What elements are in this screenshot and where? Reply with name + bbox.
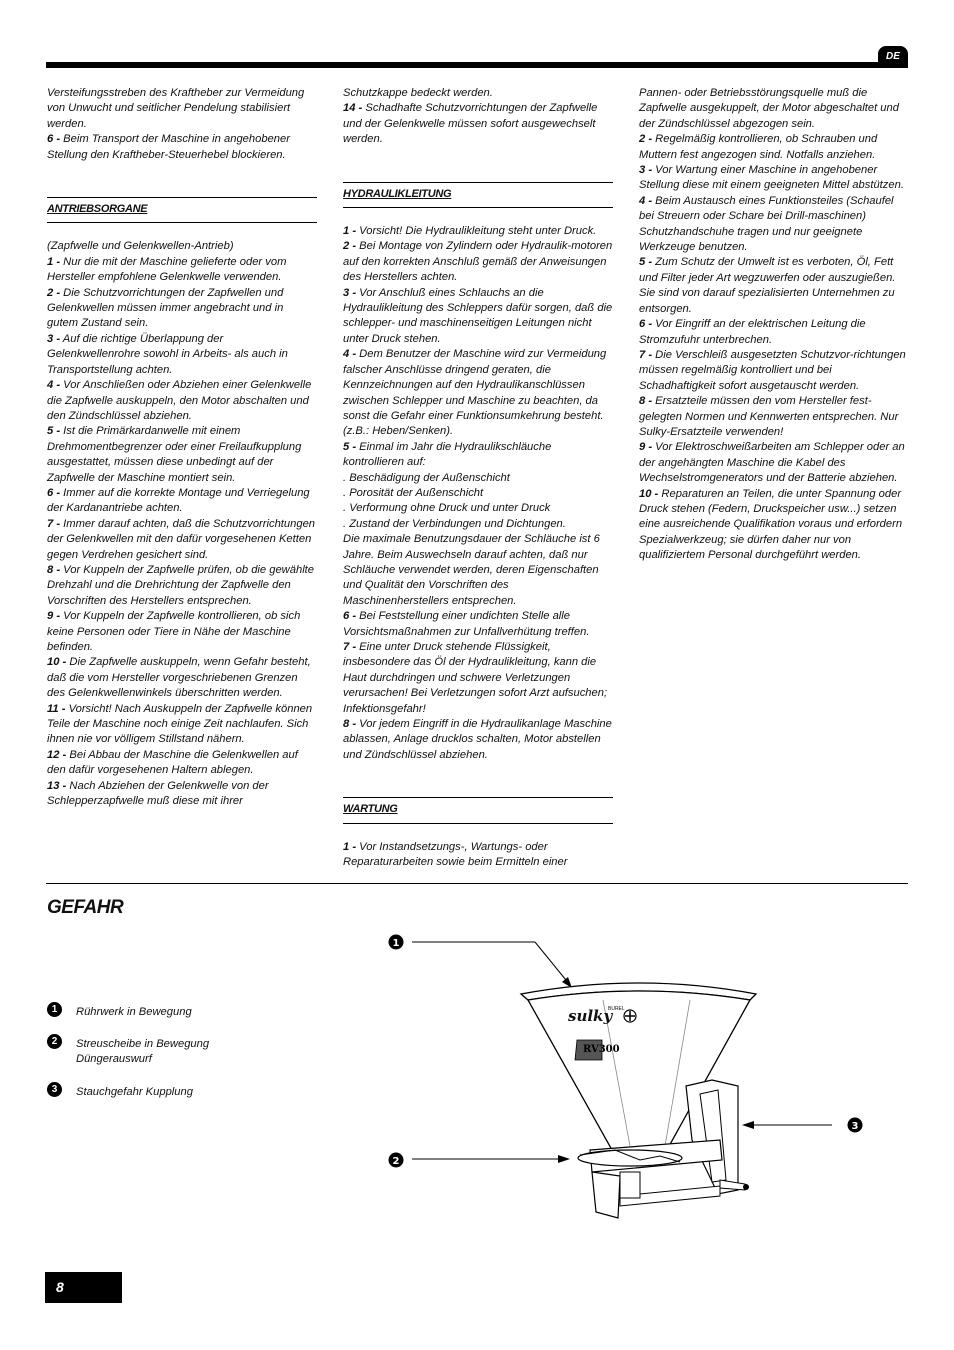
antriebsorgane-item: 2 - Die Schutzvorrichtungen der Zapfwellen und Gelenkwellen müssen immer angebracht und in gutem Zustand sein.: [47, 286, 284, 330]
hydraulik-check-line: . Beschädigung der Außenschicht: [343, 471, 510, 484]
col2-intro: Schutzkappe bedeckt werden.: [343, 87, 493, 99]
antriebsorgane-item: 3 - Auf die richtige Überlappung der Gelenkwellenrohre sowohl in Arbeits- als auch in Transportstellung achten.: [47, 332, 288, 376]
section-title-hydraulikleitung: HYDRAULIKLEITUNG: [343, 182, 613, 208]
antriebsorgane-item: 8 - Vor Kuppeln der Zapfwelle prüfen, ob die gewählte Drehzahl und die Drehrichtung der Zapfwelle den Vorschriften des Herstellers entsprechen.: [47, 563, 315, 607]
col1-intro: Versteifungsstreben des Kraftheber zur Vermeidung von Unwucht und seitlicher Pendelung stabilisiert werden.: [47, 87, 305, 130]
callout-1-label: 1: [392, 938, 400, 949]
wartung-item: 3 - Vor Wartung einer Maschine in angehobener Stellung diese mit einem geeigneten Mittel abstützen.: [639, 164, 904, 192]
hydraulik-check-line: . Porosität der Außenschicht: [343, 486, 484, 499]
antriebsorgane-item: 7 - Immer darauf achten, daß die Schutzvorrichtungen der Gelenkwellen mit den dafür vorgesehenen Ketten gegen Verdrehen gesichert sind.: [47, 517, 316, 561]
antriebsorgane-item: 1 - Nur die mit der Maschine gelieferte oder vom Hersteller empfohlene Gelenkwelle verwenden.: [47, 255, 287, 284]
wartung-item: 4 - Beim Austausch eines Funktionsteiles (Schaufel bei Streuern oder Schare bei Drill-maschinen) Schutzhandschuhe tragen und nur geeignete Werkzeuge benutzen.: [639, 194, 894, 254]
antriebsorgane-item: 4 - Vor Anschließen oder Abziehen einer Gelenkwelle die Zapfwelle auskuppeln, den Motor abschalten und den Zündschlüssel abziehen.: [47, 379, 312, 422]
col2-item-14: 14 - Schadhafte Schutzvorrichtungen der Zapfwelle und der Gelenkwelle müssen sofort ausgewechselt werden.: [343, 102, 598, 146]
col3-intro: Pannen- oder Betriebsstörungsquelle muß die Zapfwelle ausgekuppelt, der Motor abgeschaltet und der Zündschlüssel abgezogen sein.: [639, 87, 899, 130]
number-2-icon: 2: [47, 1034, 62, 1049]
section-subtitle: (Zapfwelle und Gelenkwellen-Antrieb): [47, 240, 234, 253]
wartung-item: 5 - Zum Schutz der Umwelt ist es verboten, Öl, Fett und Filter jeder Art wegzuwerfen oder auszugießen. Sie sind von darauf spezialisierten Unternehmen zu entsorgen.: [639, 256, 896, 315]
antriebsorgane-item: 11 - Vorsicht! Nach Auskuppeln der Zapfwelle können Teile der Maschine noch einige Zeit nachlaufen. Sich ihnen nie vor völligem Stillstand nähern.: [47, 702, 313, 746]
col2-check-note: Die maximale Benutzungsdauer der Schläuche ist 6 Jahre. Beim Auswechseln darauf achten, daß nur Schläuche verwendet werden, deren Eigenschaften und Qualität den Vorschriften des Maschinenherstellers entsprechen.: [343, 533, 600, 607]
antriebsorgane-item: 12 - Bei Abbau der Maschine die Gelenkwellen auf den dafür vorgesehenen Haltern ablegen.: [47, 748, 298, 777]
hydraulik-item: 4 - Dem Benutzer der Maschine wird zur Vermeidung falscher Anschlüsse dringend geraten, die Kennzeichnungen auf den Hydraulikanschlüssen zwischen Schlepper und Maschine zu beachten, da sonst die Gefahr einer Funktionsumkehrung besteht. (z.B.: Heben/Senken).: [343, 348, 607, 438]
antriebsorgane-item: 9 - Vor Kuppeln der Zapfwelle kontrollieren, ob sich keine Personen oder Tiere in Nähe der Maschine befinden.: [47, 610, 301, 653]
brand-logo: sulky: [568, 1007, 613, 1025]
hydraulik-item: 8 - Vor jedem Eingriff in die Hydraulikanlage Maschine ablassen, Anlage drucklos schalten, Motor abstellen und Zündschlüssel abziehen.: [343, 718, 612, 761]
wartung-item: 8 - Ersatzteile müssen den vom Hersteller fest-gelegten Normen und Kennwerten entsprechen. Nur Sulky-Ersatzteile verwenden!: [639, 395, 899, 438]
hydraulik-item: 1 - Vorsicht! Die Hydraulikleitung steht unter Druck.: [343, 225, 597, 238]
antriebsorgane-item: 6 - Immer auf die korrekte Montage und Verriegelung der Kardanantriebe achten.: [47, 486, 310, 515]
brand-sub: BUREL: [608, 1006, 625, 1012]
section-title-wartung: WARTUNG: [343, 797, 613, 823]
antriebsorgane-item: 10 - Die Zapfwelle auskuppeln, wenn Gefahr besteht, daß die vom Hersteller vorgeschriebenen Grenzen des Gelenkwellenwinkels überschritten werden.: [47, 656, 311, 700]
hydraulik-item: 2 - Bei Montage von Zylindern oder Hydraulik-motoren auf den korrekten Anschluß gemäß der Anweisungen des Herstellers achten.: [343, 240, 613, 284]
hydraulik-check-line: . Zustand der Verbindungen und Dichtungen.: [343, 517, 566, 530]
section-title-antriebsorgane: ANTRIEBSORGANE: [47, 197, 317, 223]
callout-3-label: 3: [851, 1121, 859, 1132]
hydraulik-item: 3 - Vor Anschluß eines Schlauchs an die Hydraulikleitung des Schleppers dafür sorgen, daß die schlepper- und maschinenseitigen Leitungen nicht unter Druck stehen.: [343, 286, 613, 345]
wartung-item: 1 - Vor Instandsetzungs-, Wartungs- oder Reparaturarbeiten sowie beim Ermitteln einer: [343, 840, 568, 869]
model-label: RV300: [583, 1044, 620, 1055]
hydraulik-check-line: . Verformung ohne Druck und unter Druck: [343, 502, 551, 515]
language-badge: DE: [878, 46, 908, 68]
hydraulik-item: 7 - Eine unter Druck stehende Flüssigkeit, insbesondere das Öl der Hydraulikleitung, kann die Haut durchdringen und schwere Verletzungen verursachen! Bei Verletzungen sofort Arzt aufsuchen; Infektionsgefahr!: [343, 641, 608, 715]
wartung-item: 2 - Regelmäßig kontrollieren, ob Schrauben und Muttern fest angezogen sind. Notfalls anziehen.: [639, 133, 878, 161]
hydraulik-item: 5 - Einmal im Jahr die Hydraulikschläuche kontrollieren auf:: [343, 440, 552, 469]
antriebsorgane-item: 5 - Ist die Primärkardanwelle mit einem Drehmomentbegrenzer oder einer Freilaufkupplung ausgestattet, müssen diese unbedingt auf der Zapfwelle der Maschine montiert sein.: [47, 425, 302, 484]
page-number: 8: [45, 1272, 122, 1303]
col1-item-6: 6 - Beim Transport der Maschine in angehobener Stellung den Kraftheber-Steuerhebel blockieren.: [47, 133, 290, 161]
wartung-item: 10 - Reparaturen an Teilen, die unter Spannung oder Druck stehen (Federn, Druckspeicher usw...) setzen eine ausreichende Qualifikation voraus und erfordern Spezialwerkzeug; sie dürfen daher nur von qualifiziertem Personal durchgeführt werden.: [639, 487, 903, 562]
number-3-icon: 3: [47, 1082, 62, 1097]
gefahr-title: GEFAHR: [47, 897, 124, 918]
callout-2-label: 2: [392, 1156, 400, 1167]
wartung-item: 6 - Vor Eingriff an der elektrischen Leitung die Stromzufuhr unterbrechen.: [639, 318, 866, 346]
wartung-item: 7 - Die Verschleiß ausgesetzten Schutzvor-richtungen müssen regelmäßig kontrolliert und bei Schadhaftigkeit sofort ausgetauscht werden.: [639, 348, 906, 392]
hydraulik-item: 6 - Bei Feststellung einer undichten Stelle alle Vorsichtsmaßnahmen zur Unfallverhütung treffen.: [343, 610, 590, 638]
number-1-icon: 1: [47, 1002, 62, 1017]
wartung-item: 9 - Vor Elektroschweißarbeiten am Schlepper oder an der angehängten Maschine die Kabel des Wechselstromgenerators und der Batterie abziehen.: [639, 441, 905, 485]
antriebsorgane-item: 13 - Nach Abziehen der Gelenkwelle von der Schlepperzapfwelle muß diese mit ihrer: [47, 779, 269, 808]
